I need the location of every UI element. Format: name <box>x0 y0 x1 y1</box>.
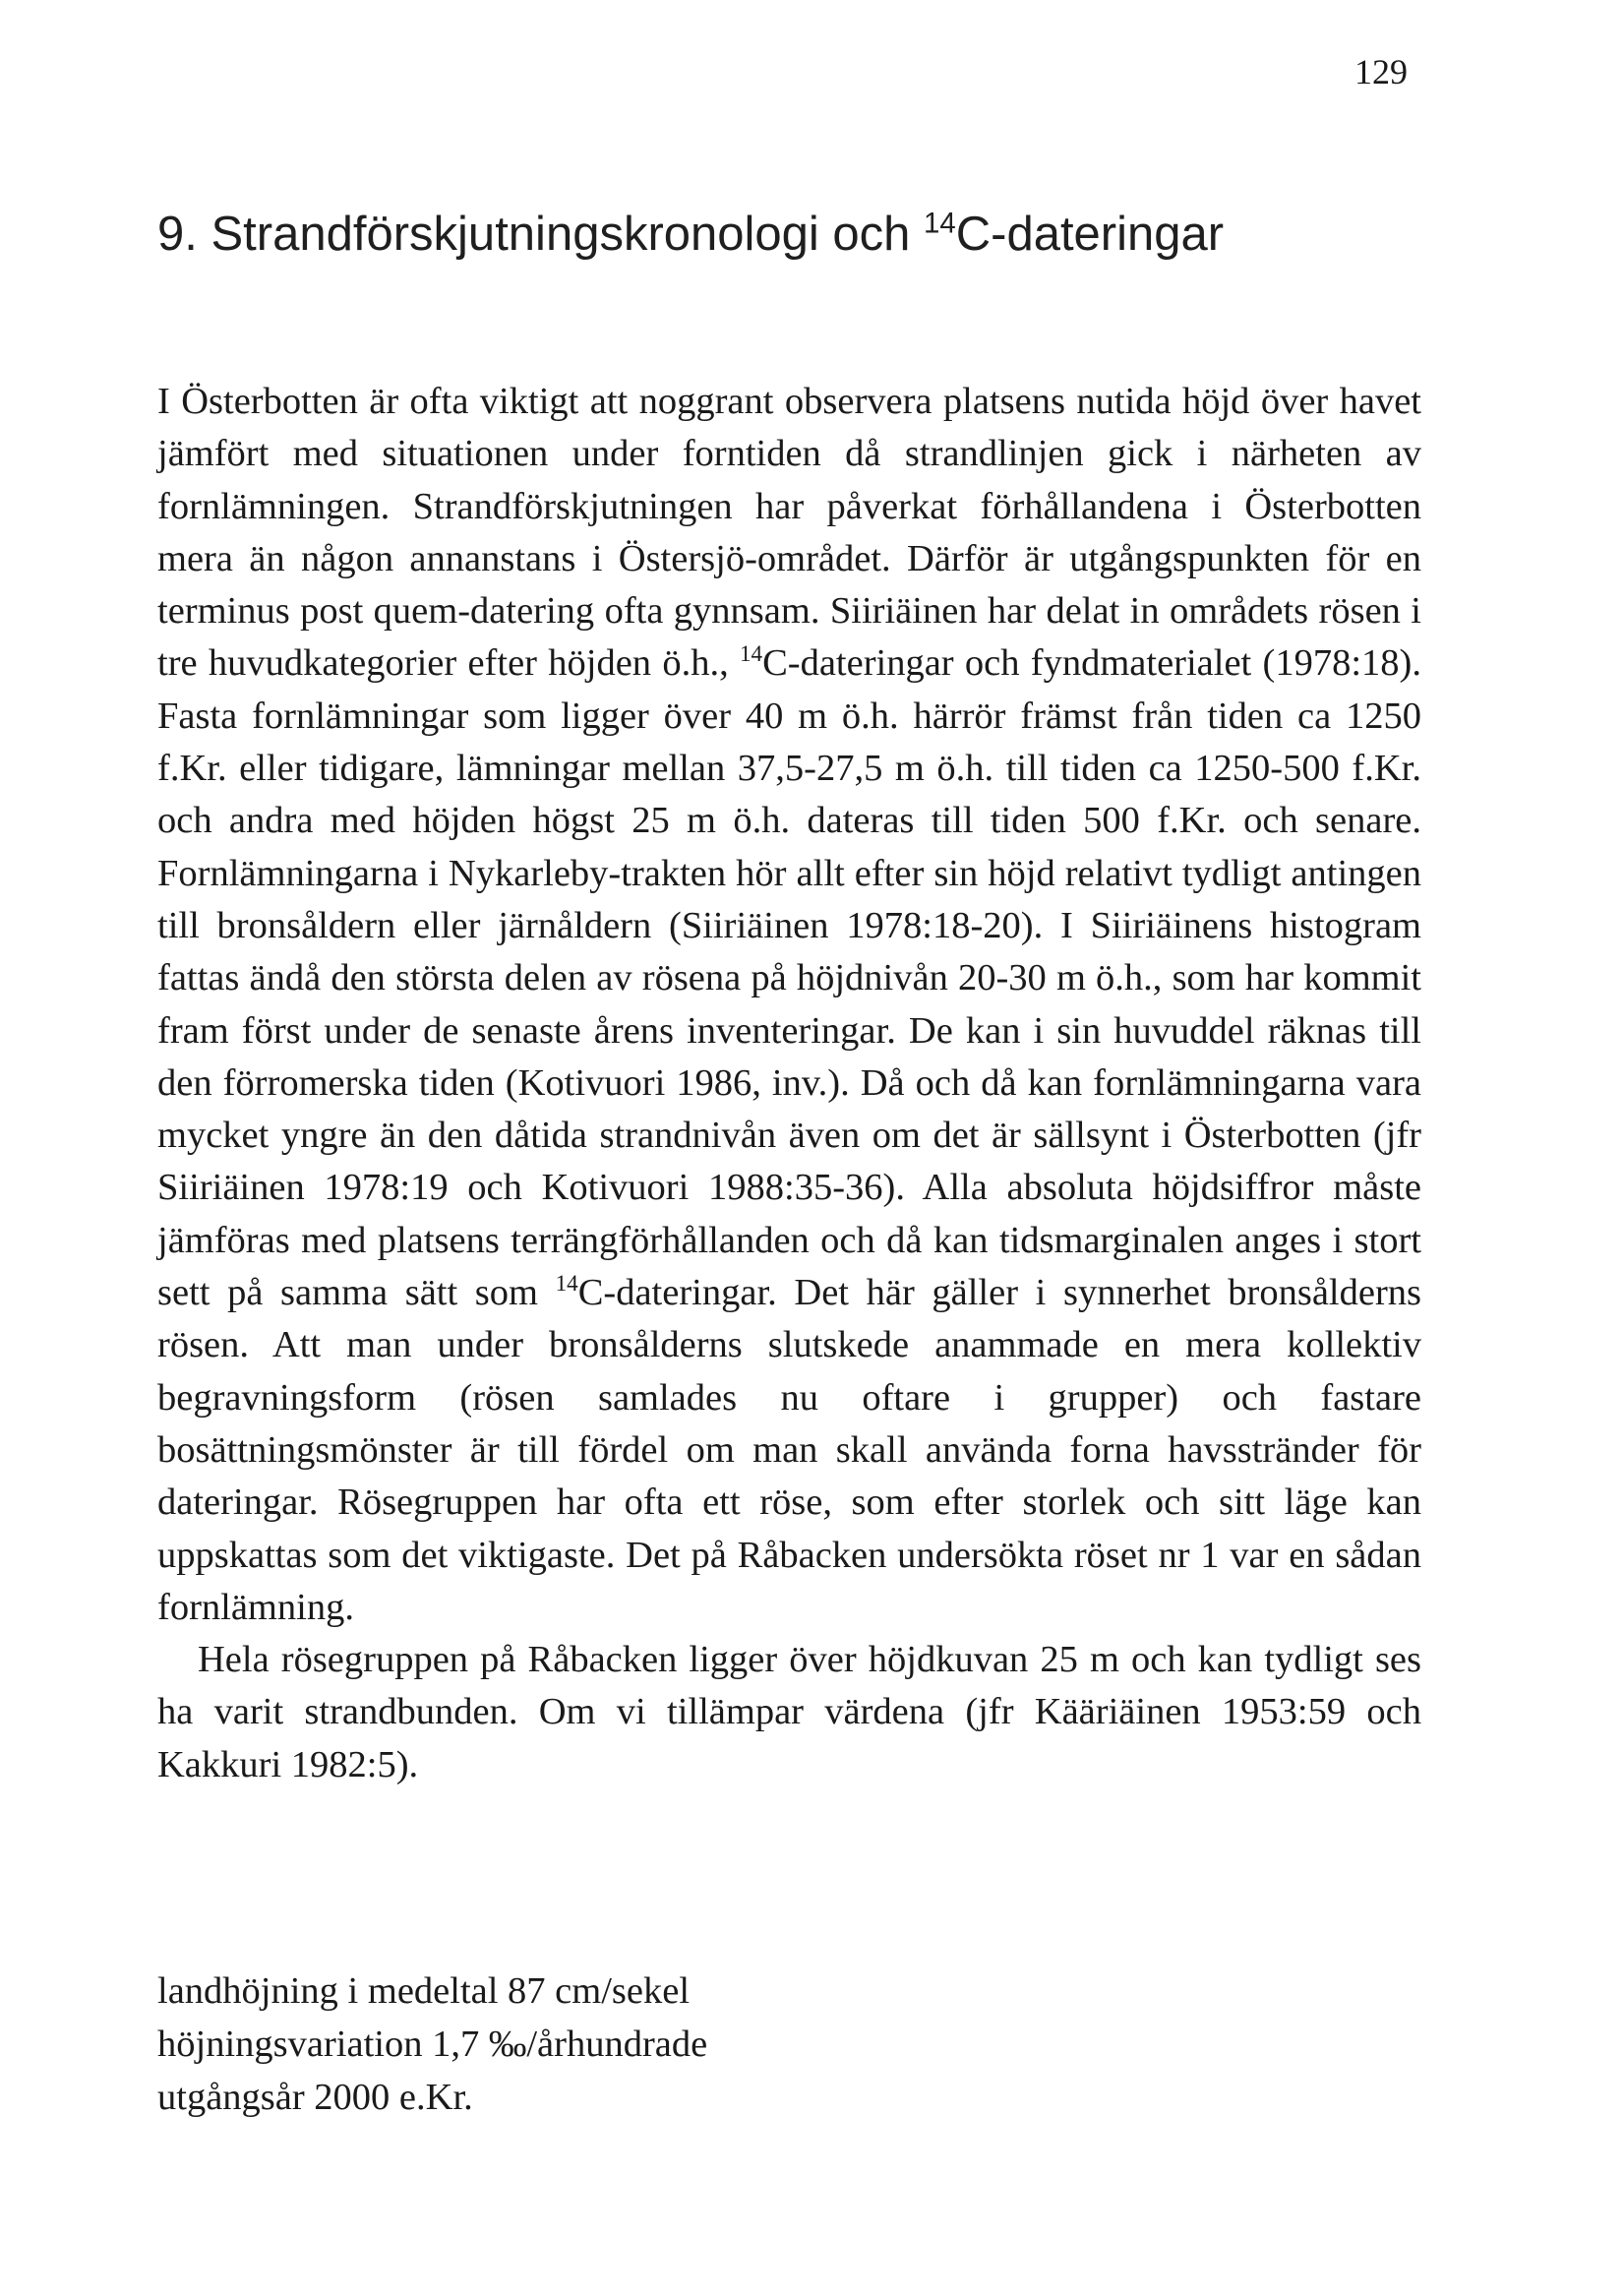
body-text <box>157 376 1421 1791</box>
paragraph-1-part-2: C-dateringar och fyndmaterialet (1978:18). Fasta fornlämningar som ligger över 40 m ö.h. härrör främst från tiden ca 1250 f.Kr. eller tidigare, lämningar mellan 37,5-27,5 m ö.h. till tiden ca 1250-500 f.Kr. och andra med höjden högst 25 m ö.h. dateras till tiden 500 f.Kr. och senare. Fornlämningarna i Nykarleby-trakten hör allt efter sin höjd relativt tydligt antingen till bronsåldern eller järnåldern (Siiriäinen 1978:18-20). I Siiriäinens histogram fattas ändå den största delen av rösena på höjdnivån 20-30 m ö.h., som har kommit fram först under de senaste årens inventeringar. De kan i sin huvuddel räknas till den förromerska tiden (Kotivuori 1986, inv.). Då och då kan fornlämningarna vara mycket yngre än den dåtida strandnivån även om det är sällsynt i Österbotten (jfr Siiriäinen 1978:19 och Kotivuori 1988:35-36). Alla absoluta höjdsiffror måste jämföras med platsens terrängförhållanden och då kan tidsmarginalen anges i stort sett på samma sätt som <box>157 642 1421 1314</box>
paragraph-2: Hela rösegruppen på Råbacken ligger över höjdkuvan 25 m och kan tydligt ses ha varit strandbunden. Om vi tillämpar värdena (jfr Kääriäinen 1953:59 och Kakkuri 1982:5). <box>157 1639 1421 1785</box>
paragraph-1 <box>157 376 1421 1634</box>
value-base-year: utgångsår 2000 e.Kr. <box>157 2077 473 2118</box>
chapter-number: 9. <box>157 208 198 261</box>
chapter-title-suffix: C-dateringar <box>955 208 1225 261</box>
chapter-title-superscript: 14 <box>924 207 956 240</box>
values-list <box>157 1964 707 2124</box>
paragraph-1-part-3: C-dateringar. Det här gäller i synnerhet bronsålderns rösen. Att man under bronsålderns slutskede anammade en mera kollektiv begravningsform (rösen samlades nu oftare i grupper) och fastare bosättningsmönster är till fördel om man skall använda forna havsstränder för dateringar. Rösegruppen har ofta ett röse, som efter storlek och sitt läge kan uppskattas som det viktigaste. Det på Råbacken undersökta röset nr 1 var en sådan fornlämning. <box>157 1272 1421 1628</box>
page-number: 129 <box>1354 52 1408 91</box>
superscript-14-second: 14 <box>555 1270 578 1297</box>
paragraph-1-part-1: I Österbotten är ofta viktigt att noggrant observera platsens nutida höjd över havet jämfört med situationen under forntiden då strandlinjen gick i närheten av fornlämningen. Strandförskjutningen har påverkat förhållandena i Österbotten mera än någon annanstans i Östersjö-området. Därför är utgångspunkten för en terminus post quem-datering ofta gynnsam. Siiriäinen har delat in områdets rösen i tre huvudkategorier efter höjden ö.h., <box>157 381 1421 685</box>
superscript-14-first: 14 <box>739 640 763 667</box>
chapter-title <box>157 207 1224 262</box>
chapter-title-text: Strandförskjutningskronologi och <box>211 208 925 261</box>
value-uplift-variation: höjningsvariation 1,7 ‰/århundrade <box>157 2024 708 2065</box>
value-land-uplift: landhöjning i medeltal 87 cm/sekel <box>157 1970 691 2012</box>
